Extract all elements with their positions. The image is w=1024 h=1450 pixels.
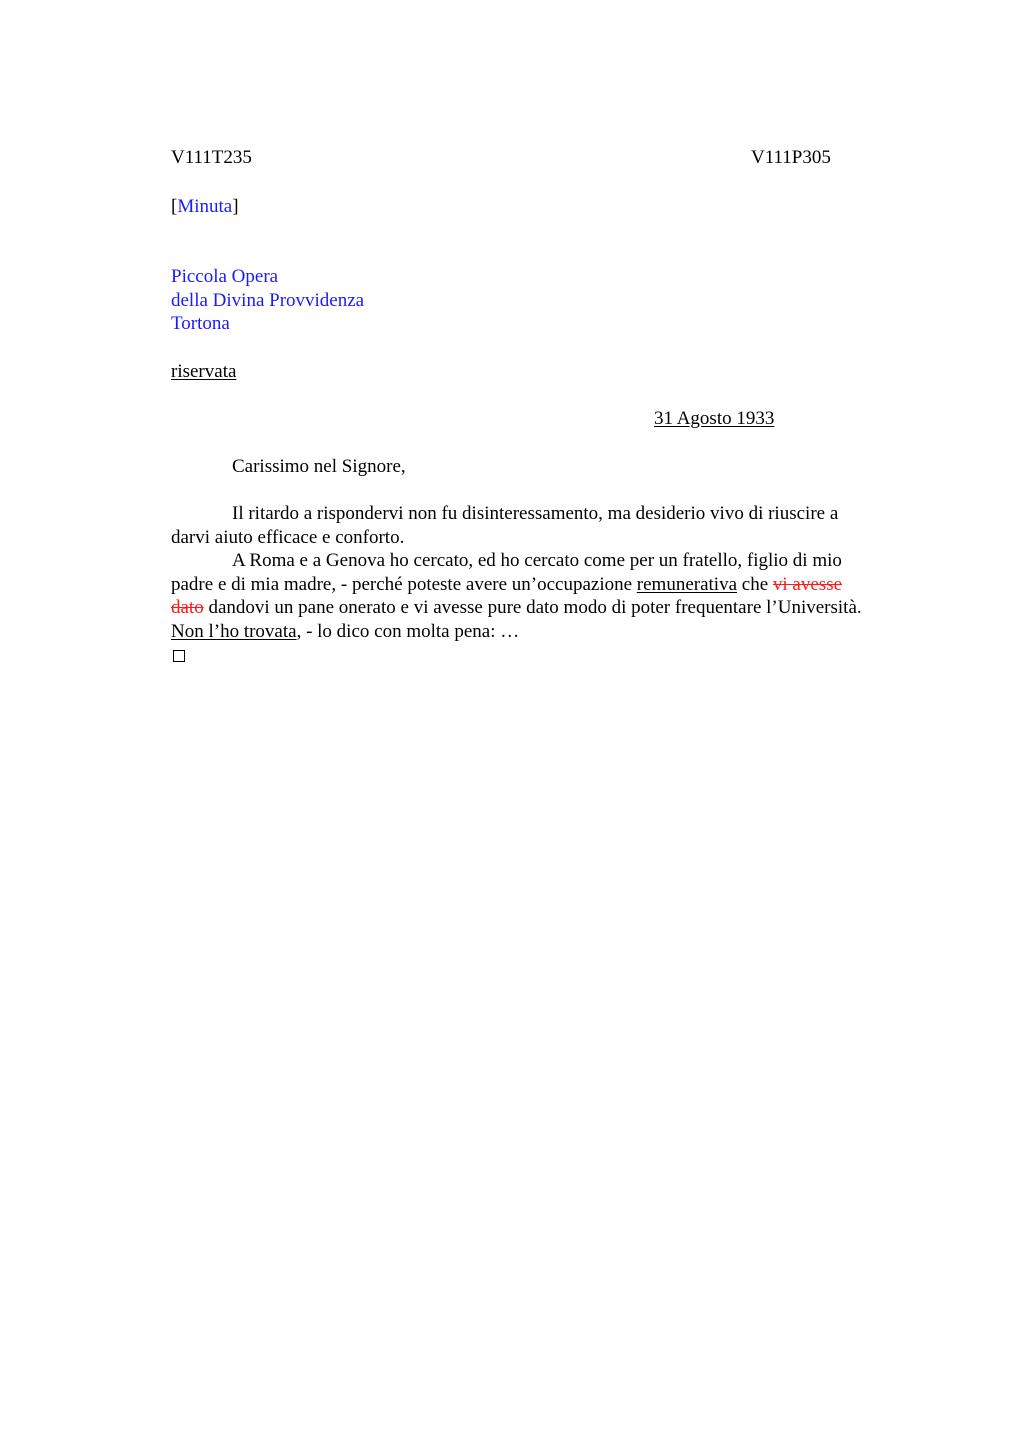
struck-text-part-2: dato — [171, 597, 204, 619]
minuta-text: Minuta — [177, 196, 233, 217]
underlined-phrase: Non l’ho trovata — [171, 620, 297, 642]
paragraph-2-line-4-rest: , - lo dico con molta pena: … — [296, 620, 520, 642]
paragraph-1 — [171, 502, 931, 549]
paragraph-2-line-3-rest: dandovi un pane onerato e vi avesse pure dato modo di poter frequentare l’Università. — [203, 597, 862, 619]
checkbox-icon[interactable] — [173, 650, 185, 662]
letter-body — [171, 502, 931, 644]
letterhead-line-1: Piccola Opera — [171, 266, 279, 287]
paragraph-2-line-3 — [171, 596, 931, 620]
paragraph-2-line-1: A Roma e a Genova ho cercato, ed ho cercato come per un fratello, figlio di mio — [232, 550, 842, 572]
letterhead-line-2: della Divina Provvidenza — [171, 290, 365, 311]
paragraph-2 — [171, 549, 931, 643]
minuta-close-bracket: ] — [232, 196, 239, 217]
paragraph-1-line-1: Il ritardo a rispondervi non fu disinteressamento, ma desiderio vivo di riuscire a — [232, 503, 839, 524]
confidential-note: riservata — [171, 361, 237, 382]
paragraph-1-line-2: darvi aiuto efficace e conforto. — [171, 526, 405, 548]
salutation: Carissimo nel Signore, — [232, 456, 406, 477]
minuta-label — [171, 195, 239, 219]
document-code-right: V111P305 — [751, 147, 831, 168]
paragraph-2-line-2 — [171, 573, 931, 597]
paragraph-2-line-4 — [171, 620, 931, 644]
letter-date: 31 Agosto 1933 — [654, 408, 775, 429]
paragraph-2-line-2-start: padre e di mia madre, - perché poteste avere un’occupazione — [171, 573, 637, 595]
minuta-open-bracket: [ — [171, 196, 178, 217]
paragraph-2-line-2-mid: che — [737, 573, 773, 595]
document-code-left: V111T235 — [171, 147, 252, 168]
underlined-word-remunerativa: remunerativa — [636, 573, 738, 595]
letterhead-line-3: Tortona — [171, 313, 230, 334]
struck-text-part-1: vi avesse — [772, 573, 843, 595]
